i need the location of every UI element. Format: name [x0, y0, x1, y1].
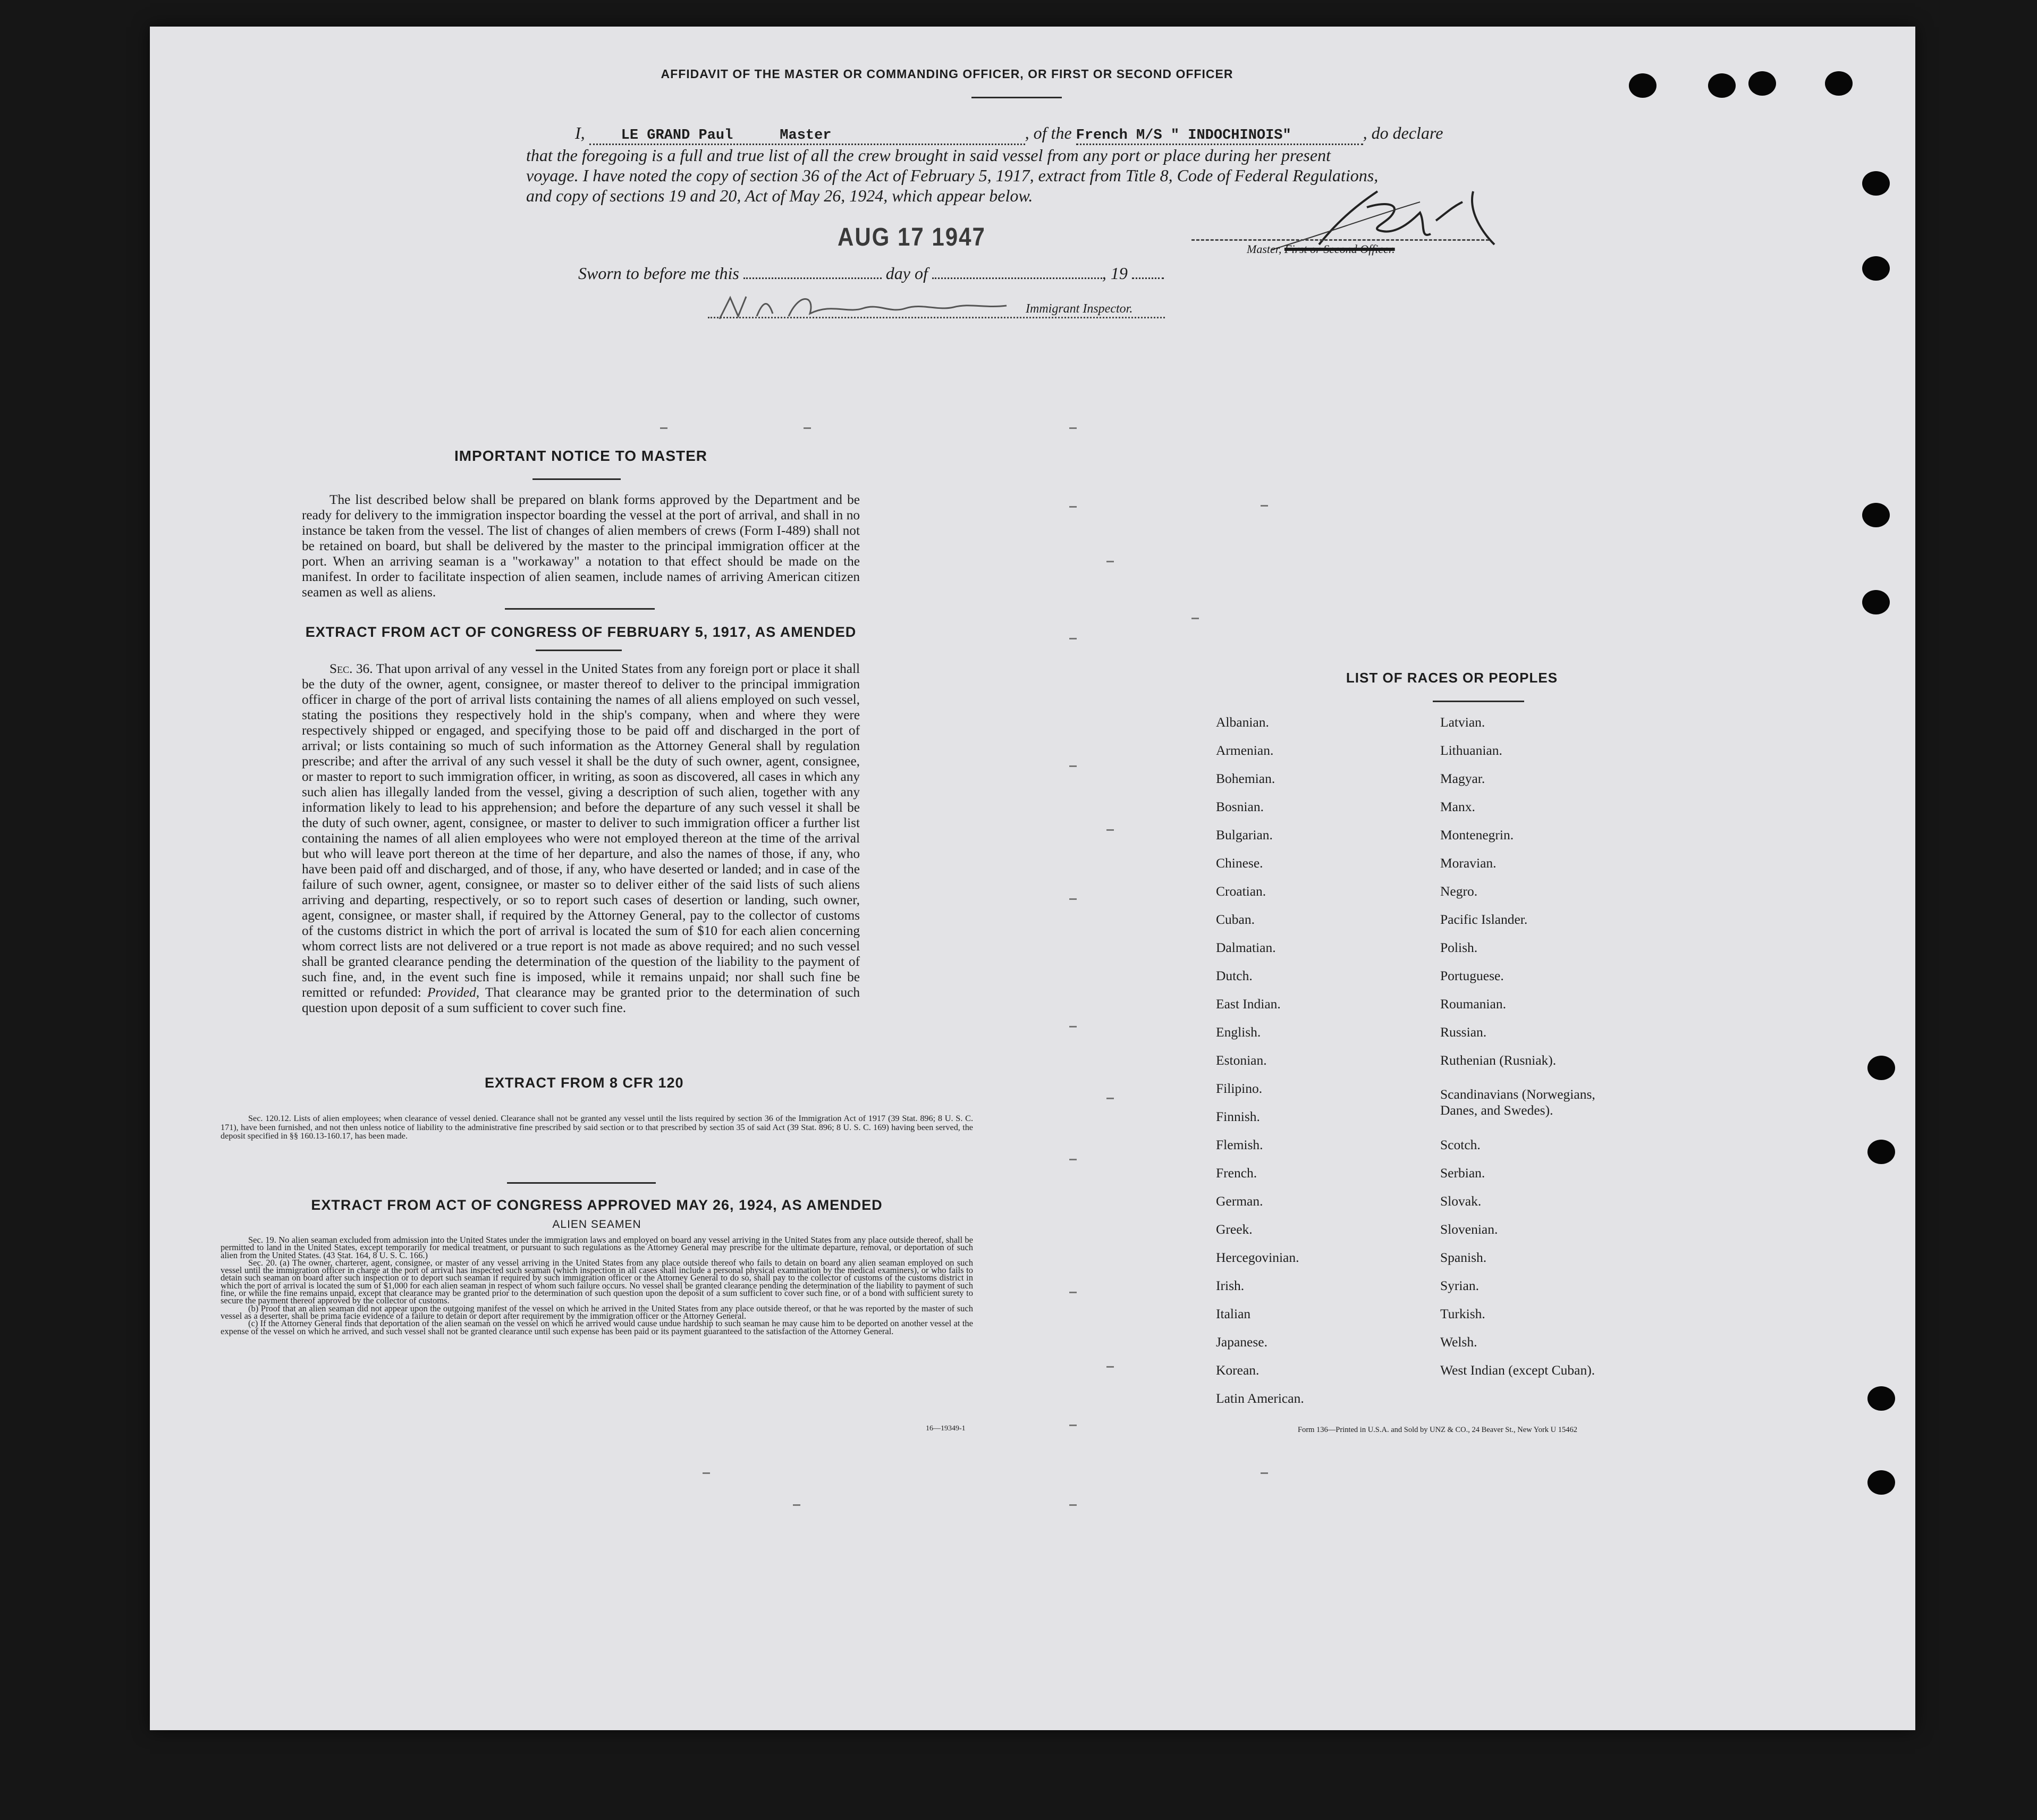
- column-mark: [1261, 505, 1268, 507]
- race-right-item: Montenegrin.: [1440, 827, 1514, 842]
- divider: [1433, 701, 1524, 702]
- race-right-item: Slovak.: [1440, 1193, 1482, 1209]
- race-left-item: Dutch.: [1216, 968, 1253, 983]
- inspector-signature: [709, 287, 1017, 330]
- column-mark: [804, 427, 811, 429]
- punch-hole: [1867, 1140, 1895, 1164]
- column-mark: [1069, 1159, 1077, 1160]
- race-left-item: Bosnian.: [1216, 799, 1264, 814]
- master-signature-line: [1191, 239, 1489, 241]
- punch-hole: [1629, 73, 1656, 98]
- race-left-item: Flemish.: [1216, 1137, 1263, 1152]
- race-left-item: French.: [1216, 1165, 1257, 1181]
- sec-20c-text: (c) If the Attorney General finds that deportation of the alien seaman on the vessel on which he arrived would cause undue hardship to such seaman he may cause him to be deported on another vessel at the expense of the vessel on which he arrived, and such vessel shall not be granted clearance until such expense has been paid or its payment guaranteed to the satisfaction of the Attorney General.: [221, 1318, 973, 1336]
- punch-hole: [1862, 503, 1890, 527]
- column-mark: [1069, 1504, 1077, 1506]
- cfr-text: Sec. 120.12. Lists of alien employees; when clearance of vessel denied. Clearance shall not be granted any vessel until the lists required by section 36 of the Immigration Act of 1917 (39 Stat. 896; 8 U. S. C. 171), have been furnished, and not then unless notice of liability to the administrative fine prescribed by said section or to that prescribed by section 35 of said Act (39 Stat. 896; 8 U. S. C. 169) having been served, the deposit specified in §§ 160.13-160.17, has been made.: [221, 1114, 973, 1141]
- race-right-item: Welsh.: [1440, 1334, 1477, 1350]
- affidavit-line-3: voyage. I have noted the copy of section 36 of the Act of February 5, 1917, extract from Title 8, Code of Federal Regulations,: [526, 166, 1379, 185]
- sec-20b-text: (b) Proof that an alien seaman did not appear upon the outgoing manifest of the vessel on which he arrived in the United States from any place outside thereof, or that he was reported by the master of such vessel as a deserter, shall be prima facie evidence of a failure to detain or deport after requirement by the immigration officer or the Attorney General.: [221, 1303, 973, 1321]
- race-left-item: Croatian.: [1216, 883, 1266, 899]
- race-left-item: Chinese.: [1216, 855, 1263, 871]
- column-mark: [1106, 561, 1114, 562]
- sworn-line: [578, 264, 1164, 283]
- divider: [507, 1182, 656, 1184]
- race-left-item: Estonian.: [1216, 1052, 1267, 1068]
- race-right-item: Negro.: [1440, 883, 1478, 899]
- punch-hole: [1708, 73, 1736, 98]
- column-mark: [703, 1472, 710, 1474]
- sec-19-text: Sec. 19. No alien seaman excluded from admission into the United States under the immigration laws and employed on board any vessel arriving in the United States from any place outside thereof, shall be permitted to land in the United States, except temporarily for medical treatment, or pursuant to such regulations as the Attorney General may prescribe for the ultimate departure, removal, or deportation of such alien from the United States. (43 Stat. 164, 8 U. S. C. 166.): [221, 1235, 973, 1260]
- affidavit-line-1: [575, 123, 1670, 145]
- inspector-label: Immigrant Inspector.: [1026, 302, 1133, 316]
- sworn-label: Sworn to before me this: [578, 264, 739, 283]
- race-left-item: Bulgarian.: [1216, 827, 1273, 842]
- race-right-item: Manx.: [1440, 799, 1475, 814]
- column-mark: [1191, 618, 1199, 619]
- punch-hole: [1867, 1470, 1895, 1495]
- sworn-year-field: [1132, 277, 1164, 279]
- affidavit-title: AFFIDAVIT OF THE MASTER OR COMMANDING OFFICER, OR FIRST OR SECOND OFFICER: [661, 67, 1233, 81]
- extract-1917-text: [302, 661, 860, 1016]
- section-36-label: Sec. 36.: [329, 661, 373, 676]
- master-title-line: [1247, 242, 1395, 256]
- race-left-item: Korean.: [1216, 1362, 1260, 1378]
- master-name: LE GRAND Paul: [621, 128, 733, 144]
- race-left-item: Latin American.: [1216, 1391, 1304, 1406]
- race-right-item: Syrian.: [1440, 1278, 1479, 1293]
- day-of-label: day of: [885, 264, 928, 283]
- affidavit-line-4: and copy of sections 19 and 20, Act of May 26, 1924, which appear below.: [526, 186, 1033, 205]
- races-title: LIST OF RACES OR PEOPLES: [1346, 670, 1558, 686]
- extract-1924-title: EXTRACT FROM ACT OF CONGRESS APPROVED MAY 26, 1924, AS AMENDED: [311, 1197, 883, 1213]
- extract-1924-subtitle: ALIEN SEAMEN: [552, 1218, 641, 1231]
- column-mark: [1069, 1292, 1077, 1293]
- sworn-month-field: [932, 277, 1102, 279]
- punch-hole: [1748, 71, 1776, 96]
- printer-note: Form 136—Printed in U.S.A. and Sold by UNZ & CO., 24 Beaver St., New York U 15462: [1298, 1426, 1578, 1434]
- race-right-item: Serbian.: [1440, 1165, 1485, 1181]
- race-right-item: Lithuanian.: [1440, 743, 1502, 758]
- race-right-item: West Indian (except Cuban).: [1440, 1362, 1595, 1378]
- column-mark: [1261, 1472, 1268, 1474]
- name-field: [589, 123, 1025, 145]
- divider: [505, 608, 655, 610]
- column-mark: [1069, 638, 1077, 639]
- column-mark: [1069, 427, 1077, 429]
- divider: [971, 97, 1062, 98]
- race-right-item: Moravian.: [1440, 855, 1497, 871]
- of-the-label: , of the: [1025, 123, 1072, 142]
- section-36-end: That clearance may be granted prior to the determination of such question upon deposit of a sum sufficient to cover such fine.: [302, 985, 860, 1015]
- sworn-day-field: [743, 277, 882, 279]
- race-left-item: Cuban.: [1216, 912, 1255, 927]
- i-label: I,: [575, 123, 585, 142]
- do-declare-label: , do declare: [1363, 123, 1443, 142]
- race-right-item: Slovenian.: [1440, 1221, 1498, 1237]
- race-right-item: Ruthenian (Rusniak).: [1440, 1052, 1557, 1068]
- column-mark: [1069, 1425, 1077, 1426]
- race-left-item: Armenian.: [1216, 743, 1274, 758]
- master-rank: Master: [780, 128, 832, 144]
- race-left-item: Italian: [1216, 1306, 1251, 1321]
- section-36-body: That upon arrival of any vessel in the United States from any foreign port or place it shall be the duty of the owner, agent, consignee, or master thereof to deliver to the principal immigration officer in charge of the port of arrival lists containing the names of all aliens employed on such vessel, stating the positions they respectively hold in the ship's company, when and where they were respectively shipped or engaged, and specifying those to be paid off and discharged in the port of arrival; or lists containing so much of such information as the Attorney General shall by regulation prescribe; and after the arrival of any such vessel it shall be the duty of such owner, agent, consignee, or master to report to such immigration officer, in writing, as soon as discovered, all cases in which any such alien has illegally landed from the vessel, giving a description of such alien, together with any information likely to lead to his apprehension; and before the departure of any such vessel it shall be the duty of such owner, agent, consignee, or master to deliver to such immigration officer a further list containing the names of all alien employees who were not employed thereon at the time of the arrival but who will leave port thereon at the time of her departure, and also the names of those, if any, who have been paid off and discharged, and of those, if any, who have deserted or landed; and in case of the failure of such owner, agent, consignee, or master so to deliver either of the said lists of such aliens arriving and departing, respectively, or so to report such cases of desertion or landing, such owner, agent, consignee, or master shall, if required by the Attorney General, pay to the collector of customs of the customs district in which the port of arrival is located the sum of $10 for each alien concerning whom correct lists are not delivered or a true report is not made as above required; and no such vessel shall be granted clearance pending the determination of the question of the liability to the payment of such fine, and, in the event such fine is imposed, while it remains unpaid; nor shall such fine be remitted or refunded:: [302, 661, 860, 1000]
- race-right-item: Scandinavians (Norwegians, Danes, and Swedes).: [1440, 1086, 1595, 1118]
- inspector-signature-line: [708, 317, 1165, 318]
- column-mark: [1069, 506, 1077, 508]
- race-left-item: Bohemian.: [1216, 771, 1275, 786]
- vessel-field: [1076, 123, 1363, 145]
- race-right-item: Magyar.: [1440, 771, 1485, 786]
- column-mark: [793, 1504, 800, 1506]
- divider: [533, 478, 621, 480]
- column-mark: [1106, 1098, 1114, 1099]
- document-page: [150, 27, 1915, 1730]
- race-left-item: Dalmatian.: [1216, 940, 1276, 955]
- race-left-item: Greek.: [1216, 1221, 1253, 1237]
- vessel-name: French M/S " INDOCHINOIS": [1076, 128, 1291, 144]
- punch-hole: [1867, 1386, 1895, 1411]
- race-right-item: Portuguese.: [1440, 968, 1504, 983]
- extract-1917-title: EXTRACT FROM ACT OF CONGRESS OF FEBRUARY 5, 1917, AS AMENDED: [305, 624, 857, 640]
- cfr-title: EXTRACT FROM 8 CFR 120: [485, 1075, 684, 1091]
- extract-1924-text: [221, 1236, 973, 1335]
- date-stamp: AUG 17 1947: [838, 222, 986, 251]
- column-mark: [1106, 829, 1114, 831]
- punch-hole: [1867, 1056, 1895, 1080]
- race-left-item: East Indian.: [1216, 996, 1281, 1012]
- race-left-item: German.: [1216, 1193, 1263, 1209]
- race-left-item: Irish.: [1216, 1278, 1245, 1293]
- sec-20a-text: Sec. 20. (a) The owner, charterer, agent, consignee, or master of any vessel arriving in the United States from any place outside thereof who fails to detain on board any alien seaman employed on such vessel until the immigration officer in charge at the port of arrival has inspected such seaman (which inspection in all cases shall include a personal physical examination by the medical examiners), or who fails to detain such seaman on board after such inspection or to deport such seaman if required by such immigration officer or the Attorney General to do so, shall pay to the collector of customs of the customs district in which the port of arrival is located the sum of $1,000 for each alien seaman in respect of whom such failure occurs. No vessel shall be granted clearance pending the determination of the liability to payment of such fine, or while the fine remains unpaid, except that clearance may be granted prior to the determination of such question upon the deposit of a sum sufficient to cover such fine, or of a bond with sufficient surety to secure the payment thereof approved by the collector of customs.: [221, 1257, 973, 1306]
- notice-title: IMPORTANT NOTICE TO MASTER: [454, 448, 708, 464]
- race-right-item: Polish.: [1440, 940, 1478, 955]
- column-mark: [1069, 765, 1077, 767]
- race-right-item: Pacific Islander.: [1440, 912, 1528, 927]
- punch-hole: [1862, 590, 1890, 614]
- race-right-item: Roumanian.: [1440, 996, 1506, 1012]
- master-struck-label: First or Second Officer.: [1284, 242, 1395, 256]
- race-left-item: Finnish.: [1216, 1109, 1260, 1124]
- form-number: 16—19349-1: [926, 1425, 966, 1433]
- race-left-item: Hercegovinian.: [1216, 1250, 1299, 1265]
- race-right-item: Russian.: [1440, 1024, 1487, 1040]
- affidavit-line-2: that the foregoing is a full and true list of all the crew brought in said vessel from any port or place during her present: [526, 146, 1331, 165]
- punch-hole: [1862, 171, 1890, 196]
- race-left-item: Japanese.: [1216, 1334, 1267, 1350]
- race-left-item: Filipino.: [1216, 1081, 1263, 1096]
- race-right-item: Turkish.: [1440, 1306, 1485, 1321]
- column-mark: [1069, 1026, 1077, 1027]
- year-label: , 19: [1102, 264, 1128, 283]
- punch-hole: [1825, 71, 1853, 96]
- race-right-item: Spanish.: [1440, 1250, 1487, 1265]
- race-left-item: Albanian.: [1216, 714, 1269, 730]
- race-right-item: Scotch.: [1440, 1137, 1481, 1152]
- race-left-item: English.: [1216, 1024, 1261, 1040]
- punch-hole: [1862, 256, 1890, 281]
- column-mark: [1069, 898, 1077, 900]
- divider: [536, 650, 622, 651]
- master-label: Master,: [1247, 242, 1282, 256]
- notice-text: The list described below shall be prepared on blank forms approved by the Department and be ready for delivery to the immigration inspector boarding the vessel at the port of arrival, and shall in no instance be taken from the vessel. The list of changes of alien members of crews (Form I-489) shall not be retained on board, but shall be delivered by the master to the principal immigration officer at the port. When an arriving seaman is a "workaway" a notation to that effect should be made on the manifest. In order to facilitate inspection of alien seamen, include names of arriving American citizen seamen as well as aliens.: [302, 492, 860, 600]
- column-mark: [1106, 1366, 1114, 1368]
- column-mark: [660, 427, 667, 429]
- provided-word: Provided,: [427, 985, 480, 1000]
- race-right-item: Latvian.: [1440, 714, 1485, 730]
